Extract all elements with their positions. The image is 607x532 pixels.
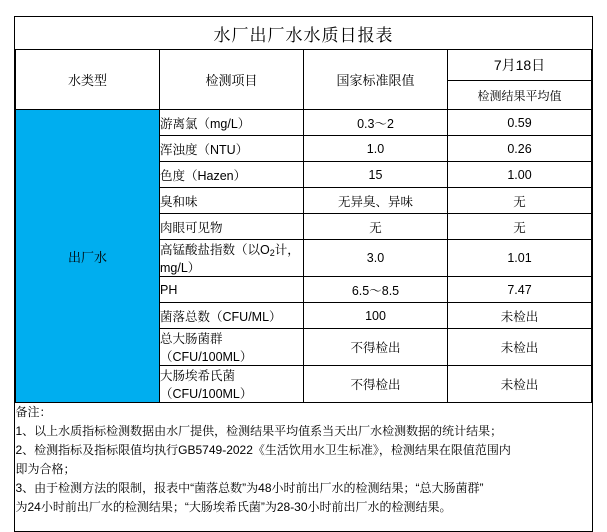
item-name <box>160 303 304 329</box>
page-title: 水厂出厂水水质日报表 <box>16 17 592 50</box>
standard-value: 不得检出 <box>304 329 448 366</box>
standard-value: 无异臭、异味 <box>304 188 448 214</box>
item-text: 色度（Hazen） <box>160 168 247 183</box>
item-name <box>160 110 304 136</box>
header-test-item: 检测项目 <box>160 50 304 110</box>
result-value: 1.00 <box>448 162 592 188</box>
result-value: 0.26 <box>448 136 592 162</box>
notes-line: 2、检测指标及指标限值均执行GB5749-2022《生活饮用水卫生标准》，检测结果在限值范围内 <box>15 443 511 457</box>
standard-value: 不得检出 <box>304 366 448 403</box>
item-text: PH <box>160 282 178 297</box>
standard-value: 6.5～8.5 <box>304 277 448 303</box>
water-quality-table <box>15 17 592 531</box>
item-text: 浑浊度（NTU） <box>160 142 249 157</box>
item-text: 游离氯（mg/L） <box>160 116 251 131</box>
title-row <box>16 17 592 50</box>
notes-label: 备注： <box>15 405 52 419</box>
header-date: 7月18日 <box>448 50 592 81</box>
item-text: 高锰酸盐指数（以O <box>160 243 270 257</box>
notes-row <box>16 403 592 532</box>
item-name <box>160 188 304 214</box>
item-subscript: 2 <box>269 248 275 258</box>
notes-line: 为24小时前出厂水的检测结果；“大肠埃希氏菌”为28-30小时前出厂水的检测结果。 <box>15 500 452 514</box>
notes-block <box>16 403 592 532</box>
standard-value: 0.3～2 <box>304 110 448 136</box>
header-water-type: 水类型 <box>16 50 160 110</box>
standard-value: 15 <box>304 162 448 188</box>
notes-line: 3、由于检测方法的限制，报表中“菌落总数”为48小时前出厂水的检测结果；“总大肠菌群” <box>15 481 484 495</box>
header-result-average: 检测结果平均值 <box>448 81 592 110</box>
notes-line: 1、以上水质指标检测数据由水厂提供，检测结果平均值系当天出厂水检测数据的统计结果； <box>15 424 503 438</box>
standard-value: 3.0 <box>304 240 448 277</box>
result-value: 0.59 <box>448 110 592 136</box>
report-sheet <box>14 16 593 532</box>
item-name <box>160 366 304 403</box>
item-text: 总大肠菌群（CFU/100ML） <box>160 332 253 364</box>
result-value: 未检出 <box>448 329 592 366</box>
result-value: 1.01 <box>448 240 592 277</box>
item-text-suffix: 计，mg/L） <box>160 243 300 275</box>
item-name <box>160 214 304 240</box>
item-text: 肉眼可见物 <box>160 220 223 235</box>
table-row <box>16 110 592 136</box>
water-type-cell: 出厂水 <box>16 110 160 403</box>
standard-value: 无 <box>304 214 448 240</box>
result-value: 无 <box>448 188 592 214</box>
item-name <box>160 240 304 277</box>
item-text: 菌落总数（CFU/ML） <box>160 309 282 324</box>
item-name <box>160 162 304 188</box>
item-name <box>160 136 304 162</box>
result-value: 未检出 <box>448 366 592 403</box>
item-text: 臭和味 <box>160 194 198 209</box>
item-text: 大肠埃希氏菌（CFU/100ML） <box>160 369 253 401</box>
standard-value: 1.0 <box>304 136 448 162</box>
header-row <box>16 50 592 81</box>
result-value: 无 <box>448 214 592 240</box>
standard-value: 100 <box>304 303 448 329</box>
item-name <box>160 329 304 366</box>
header-national-standard: 国家标准限值 <box>304 50 448 110</box>
result-value: 7.47 <box>448 277 592 303</box>
notes-line: 即为合格； <box>15 462 76 476</box>
item-name <box>160 277 304 303</box>
result-value: 未检出 <box>448 303 592 329</box>
